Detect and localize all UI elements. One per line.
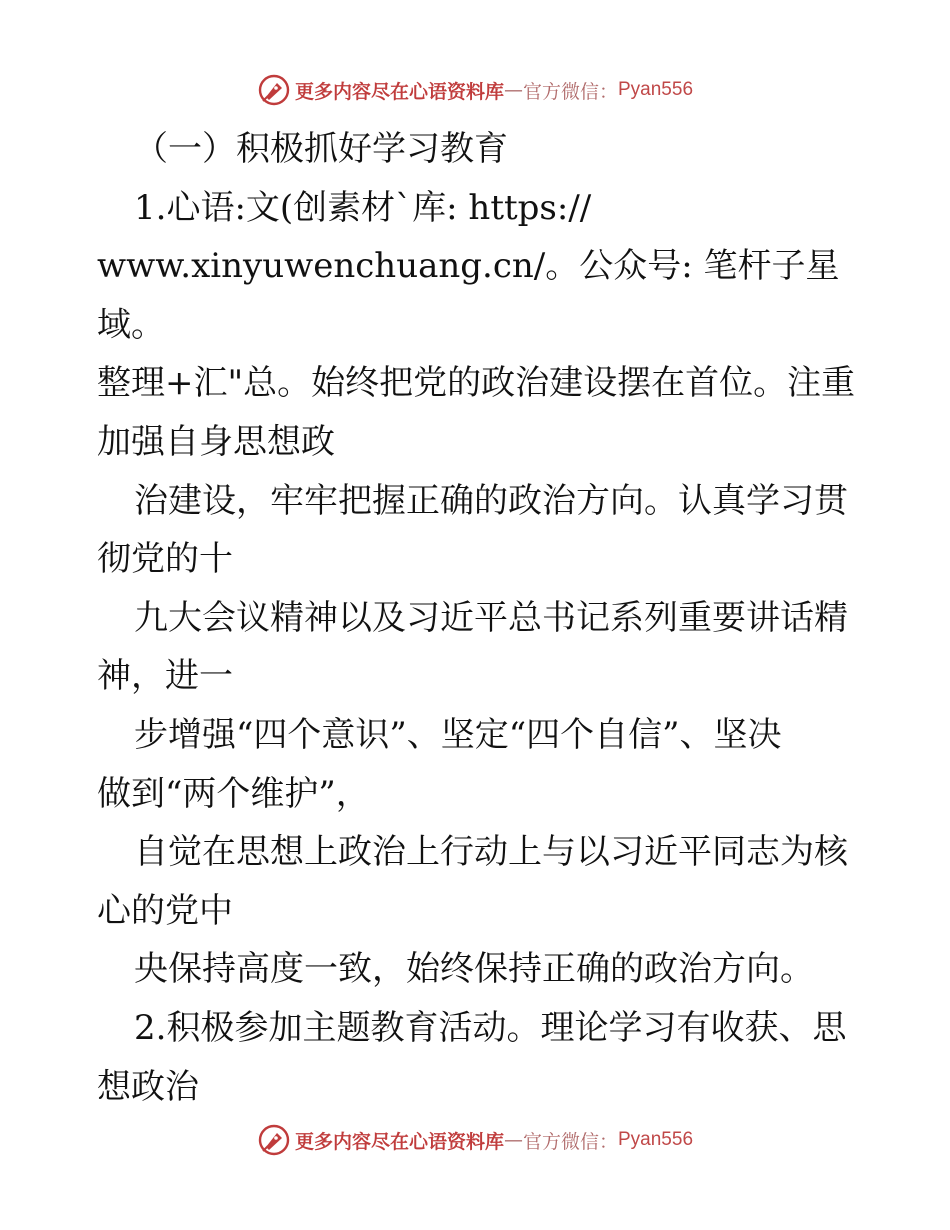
body-line: 自觉在思想上政治上行动上与以习近平同志为核 — [134, 832, 848, 873]
body-line: 2.积极参加主题教育活动。理论学习有收获、思 — [134, 1007, 847, 1048]
watermark-separator: — — [503, 79, 523, 101]
body-line: 神，进一 — [97, 656, 233, 697]
body-line: 心的党中 — [97, 890, 233, 931]
watermark-brand: 更多内容尽在心语资料库 — [294, 1130, 504, 1153]
body-line: www.xinyuwenchuang.cn/。公众号: 笔杆子星域。 — [97, 246, 840, 345]
body-line: 央保持高度一致，始终保持正确的政治方向。 — [134, 949, 814, 990]
body-line: 加强自身思想政 — [97, 421, 335, 462]
watermark-footer[interactable] — [0, 1120, 950, 1160]
body-line: 整理+汇"总。始终把党的政治建设摆在首位。注重 — [97, 363, 856, 404]
body-line: 彻党的十 — [97, 539, 233, 580]
pen-nib-logo-icon — [257, 1123, 291, 1157]
watermark-separator: — — [503, 1129, 523, 1151]
pen-nib-logo-icon — [257, 73, 291, 107]
watermark-header[interactable] — [0, 70, 950, 110]
watermark-wechat-label: 官方微信： — [522, 1130, 618, 1153]
watermark-wechat-handle: Pyan556 — [618, 79, 694, 100]
document-body — [97, 120, 857, 1116]
watermark-wechat-label: 官方微信： — [522, 80, 618, 103]
section-heading: （一）积极抓好学习教育 — [134, 129, 508, 169]
body-line: 治建设，牢牢把握正确的政治方向。认真学习贯 — [134, 480, 848, 521]
body-line: 1.心语:文(创素材`库: https:// — [134, 187, 592, 228]
watermark-brand: 更多内容尽在心语资料库 — [294, 80, 504, 103]
watermark-wechat-handle: Pyan556 — [618, 1129, 694, 1150]
body-line: 步增强“四个意识”、坚定“四个自信”、坚决 — [134, 714, 782, 755]
body-line: 想政治 — [97, 1066, 199, 1107]
body-line: 做到“两个维护”， — [97, 773, 370, 814]
body-line: 九大会议精神以及习近平总书记系列重要讲话精 — [134, 597, 848, 638]
